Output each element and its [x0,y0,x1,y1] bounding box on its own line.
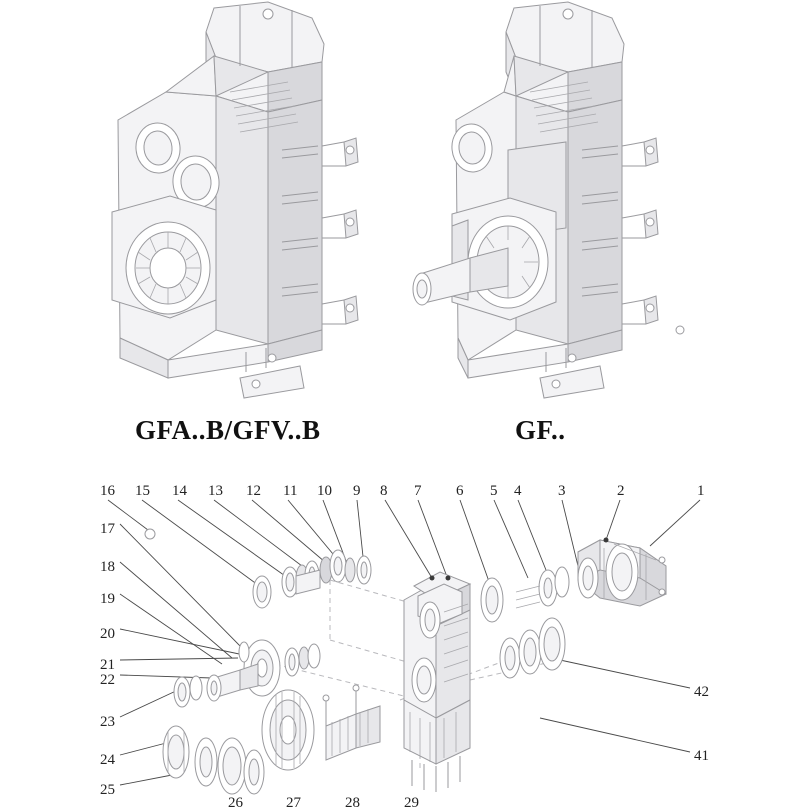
callout-number-10: 10 [317,483,332,499]
callout-number-2: 2 [617,483,625,499]
callout-number-8: 8 [380,483,388,499]
gear-shaft-cluster [163,640,380,794]
callout-number-14: 14 [172,483,187,499]
housing-body [404,572,470,792]
callout-number-29: 29 [404,795,419,811]
callout-number-16: 16 [100,483,115,499]
callout-number-5: 5 [490,483,498,499]
callout-number-13: 13 [208,483,223,499]
callout-number-42: 42 [694,684,709,700]
caption-gfab-gfvb: GFA..B/GFV..B [135,415,321,445]
callout-number-15: 15 [135,483,150,499]
callout-number-19: 19 [100,591,115,607]
callout-number-28: 28 [345,795,360,811]
callout-number-7: 7 [414,483,422,499]
parts-row-1 [253,550,371,608]
callout-number-22: 22 [100,672,115,688]
leader-lines-right [540,660,690,752]
callout-number-24: 24 [100,752,115,768]
callout-number-6: 6 [456,483,464,499]
parts-row-right [481,567,569,678]
motor-adaptor [578,540,666,606]
callout-number-3: 3 [558,483,566,499]
callout-number-11: 11 [283,483,298,499]
callout-number-9: 9 [353,483,361,499]
callout-number-41: 41 [694,748,709,764]
callout-number-21: 21 [100,657,115,673]
callout-number-27: 27 [286,795,301,811]
callout-number-26: 26 [228,795,243,811]
parts-upper-left [145,529,249,662]
callout-number-20: 20 [100,626,115,642]
callout-number-1: 1 [697,483,705,499]
callout-number-23: 23 [100,714,115,730]
callout-number-18: 18 [100,559,115,575]
callout-number-25: 25 [100,782,115,798]
callout-number-17: 17 [100,521,115,537]
callout-number-4: 4 [514,483,522,499]
caption-gf: GF.. [515,415,566,445]
callout-number-12: 12 [246,483,261,499]
